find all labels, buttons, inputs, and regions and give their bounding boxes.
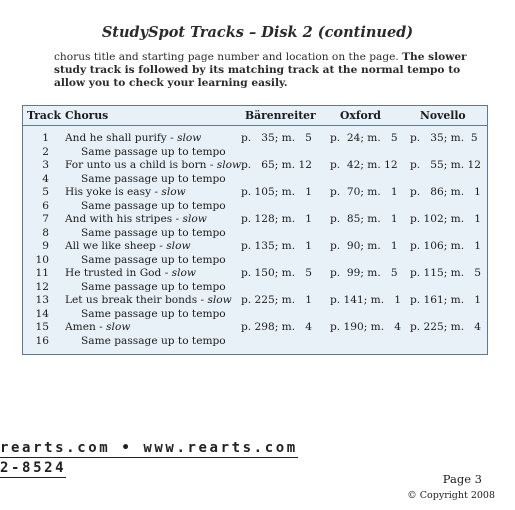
oxford-location: p. 90; m. 1 [330, 240, 398, 252]
table-row [23, 321, 487, 334]
chorus-title: All we like sheep [65, 240, 156, 252]
chorus-title: Let us break their bonds [65, 294, 198, 306]
novello-location: p. 102; m. 1 [410, 213, 481, 225]
copyright: © Copyright 2008 [407, 490, 495, 501]
track-number: 16 [35, 334, 49, 347]
table-row [23, 294, 487, 307]
chorus-cell: Let us break their bonds - slow [65, 294, 232, 306]
chorus-title: He trusted in God [65, 267, 162, 279]
table-row [23, 240, 487, 253]
chorus-title: Same passage up to tempo [81, 199, 226, 212]
barenreiter-location: p. 35; m. 5 [241, 132, 312, 144]
track-number: 10 [35, 253, 49, 266]
tempo-label: slow [166, 240, 191, 252]
barenreiter-location: p. 150; m. 5 [241, 267, 312, 279]
chorus-cell [81, 146, 226, 158]
table-row [23, 335, 487, 348]
table-row [23, 146, 487, 159]
header-track: Track [27, 109, 61, 122]
chorus-title: Same passage up to tempo [81, 280, 226, 293]
chorus-title: Same passage up to tempo [81, 307, 226, 320]
tempo-label: slow [182, 213, 207, 225]
chorus-cell: His yoke is easy - slow [65, 186, 186, 198]
header-barenreiter: Bärenreiter [245, 109, 316, 122]
oxford-location: p. 85; m. 1 [330, 213, 398, 225]
novello-location: p. 225; m. 4 [410, 321, 481, 333]
page-number: Page 3 [442, 472, 482, 486]
chorus-title: Same passage up to tempo [81, 226, 226, 239]
oxford-location: p. 70; m. 1 [330, 186, 398, 198]
barenreiter-location: p. 135; m. 1 [241, 240, 312, 252]
oxford-location: p. 24; m. 5 [330, 132, 398, 144]
barenreiter-location: p. 298; m. 4 [241, 321, 312, 333]
novello-location: p. 161; m. 1 [410, 294, 481, 306]
chorus-title: Amen [65, 321, 96, 333]
intro-bold: The slower study track is followed by its matching track at the normal tempo to allow you to check your learning easily. [54, 51, 467, 89]
chorus-cell [81, 173, 226, 185]
chorus-title: His yoke is easy [65, 186, 152, 198]
chorus-cell [81, 281, 226, 293]
table-row [23, 159, 487, 172]
chorus-title: And with his stripes [65, 213, 173, 225]
track-number: 7 [42, 213, 49, 225]
chorus-title: Same passage up to tempo [81, 172, 226, 185]
chorus-cell [81, 335, 226, 347]
tempo-label: slow [106, 321, 131, 333]
intro-plain: chorus title and starting page number and location on the page. [54, 51, 399, 63]
table-header [23, 106, 487, 126]
page-title: StudySpot Tracks – Disk 2 (continued) [101, 24, 414, 41]
table-row [23, 281, 487, 294]
track-number: 15 [35, 321, 49, 333]
barenreiter-location: p. 65; m. 12 [241, 159, 312, 171]
chorus-cell: He trusted in God - slow [65, 267, 196, 279]
track-number: 9 [42, 240, 49, 252]
track-number: 14 [35, 307, 49, 320]
novello-location: p. 106; m. 1 [410, 240, 481, 252]
chorus-cell [81, 308, 226, 320]
track-number: 2 [42, 145, 49, 158]
tempo-label: slow [171, 267, 196, 279]
table-row [23, 186, 487, 199]
table-row [23, 173, 487, 186]
chorus-cell: All we like sheep - slow [65, 240, 191, 252]
table-row [23, 254, 487, 267]
table-row [23, 213, 487, 226]
table-row [23, 200, 487, 213]
oxford-location: p. 190; m. 4 [330, 321, 401, 333]
chorus-cell: For unto us a child is born - slow [65, 159, 242, 171]
chorus-cell: And he shall purify - slow [65, 132, 202, 144]
oxford-location: p. 141; m. 1 [330, 294, 401, 306]
intro-paragraph [54, 51, 484, 90]
novello-location: p. 35; m. 5 [410, 132, 478, 144]
track-number: 4 [42, 172, 49, 185]
header-oxford: Oxford [340, 109, 381, 122]
footer-phone: 2-8524 [0, 460, 67, 476]
chorus-cell: Amen - slow [65, 321, 131, 333]
oxford-location: p. 42; m. 12 [330, 159, 398, 171]
table-row [23, 132, 487, 145]
track-number: 6 [42, 199, 49, 212]
barenreiter-location: p. 128; m. 1 [241, 213, 312, 225]
chorus-cell [81, 254, 226, 266]
chorus-title: And he shall purify [65, 132, 167, 144]
tracks-table [22, 105, 488, 355]
tempo-label: slow [216, 159, 242, 171]
chorus-cell: And with his stripes - slow [65, 213, 207, 225]
chorus-title: Same passage up to tempo [81, 253, 226, 266]
chorus-cell [81, 227, 226, 239]
track-number: 12 [35, 280, 49, 293]
novello-location: p. 115; m. 5 [410, 267, 481, 279]
barenreiter-location: p. 225; m. 1 [241, 294, 312, 306]
tempo-label: slow [207, 294, 232, 306]
tempo-label: slow [161, 186, 186, 198]
header-novello: Novello [420, 109, 466, 122]
table-row [23, 227, 487, 240]
footer-links: rearts.com • www.rearts.com [0, 440, 298, 456]
oxford-location: p. 99; m. 5 [330, 267, 398, 279]
track-number: 3 [42, 159, 49, 171]
table-row [23, 267, 487, 280]
tempo-label: slow [177, 132, 202, 144]
track-number: 11 [35, 267, 49, 279]
novello-location: p. 86; m. 1 [410, 186, 481, 198]
chorus-title: For unto us a child is born [65, 159, 207, 171]
track-number: 1 [42, 132, 49, 144]
track-number: 13 [35, 294, 49, 306]
novello-location: p. 55; m. 12 [410, 159, 481, 171]
track-number: 8 [42, 226, 49, 239]
barenreiter-location: p. 105; m. 1 [241, 186, 312, 198]
chorus-title: Same passage up to tempo [81, 145, 226, 158]
chorus-title: Same passage up to tempo [81, 334, 226, 347]
chorus-cell [81, 200, 226, 212]
table-row [23, 308, 487, 321]
header-chorus: Chorus [65, 109, 109, 122]
track-number: 5 [42, 186, 49, 198]
